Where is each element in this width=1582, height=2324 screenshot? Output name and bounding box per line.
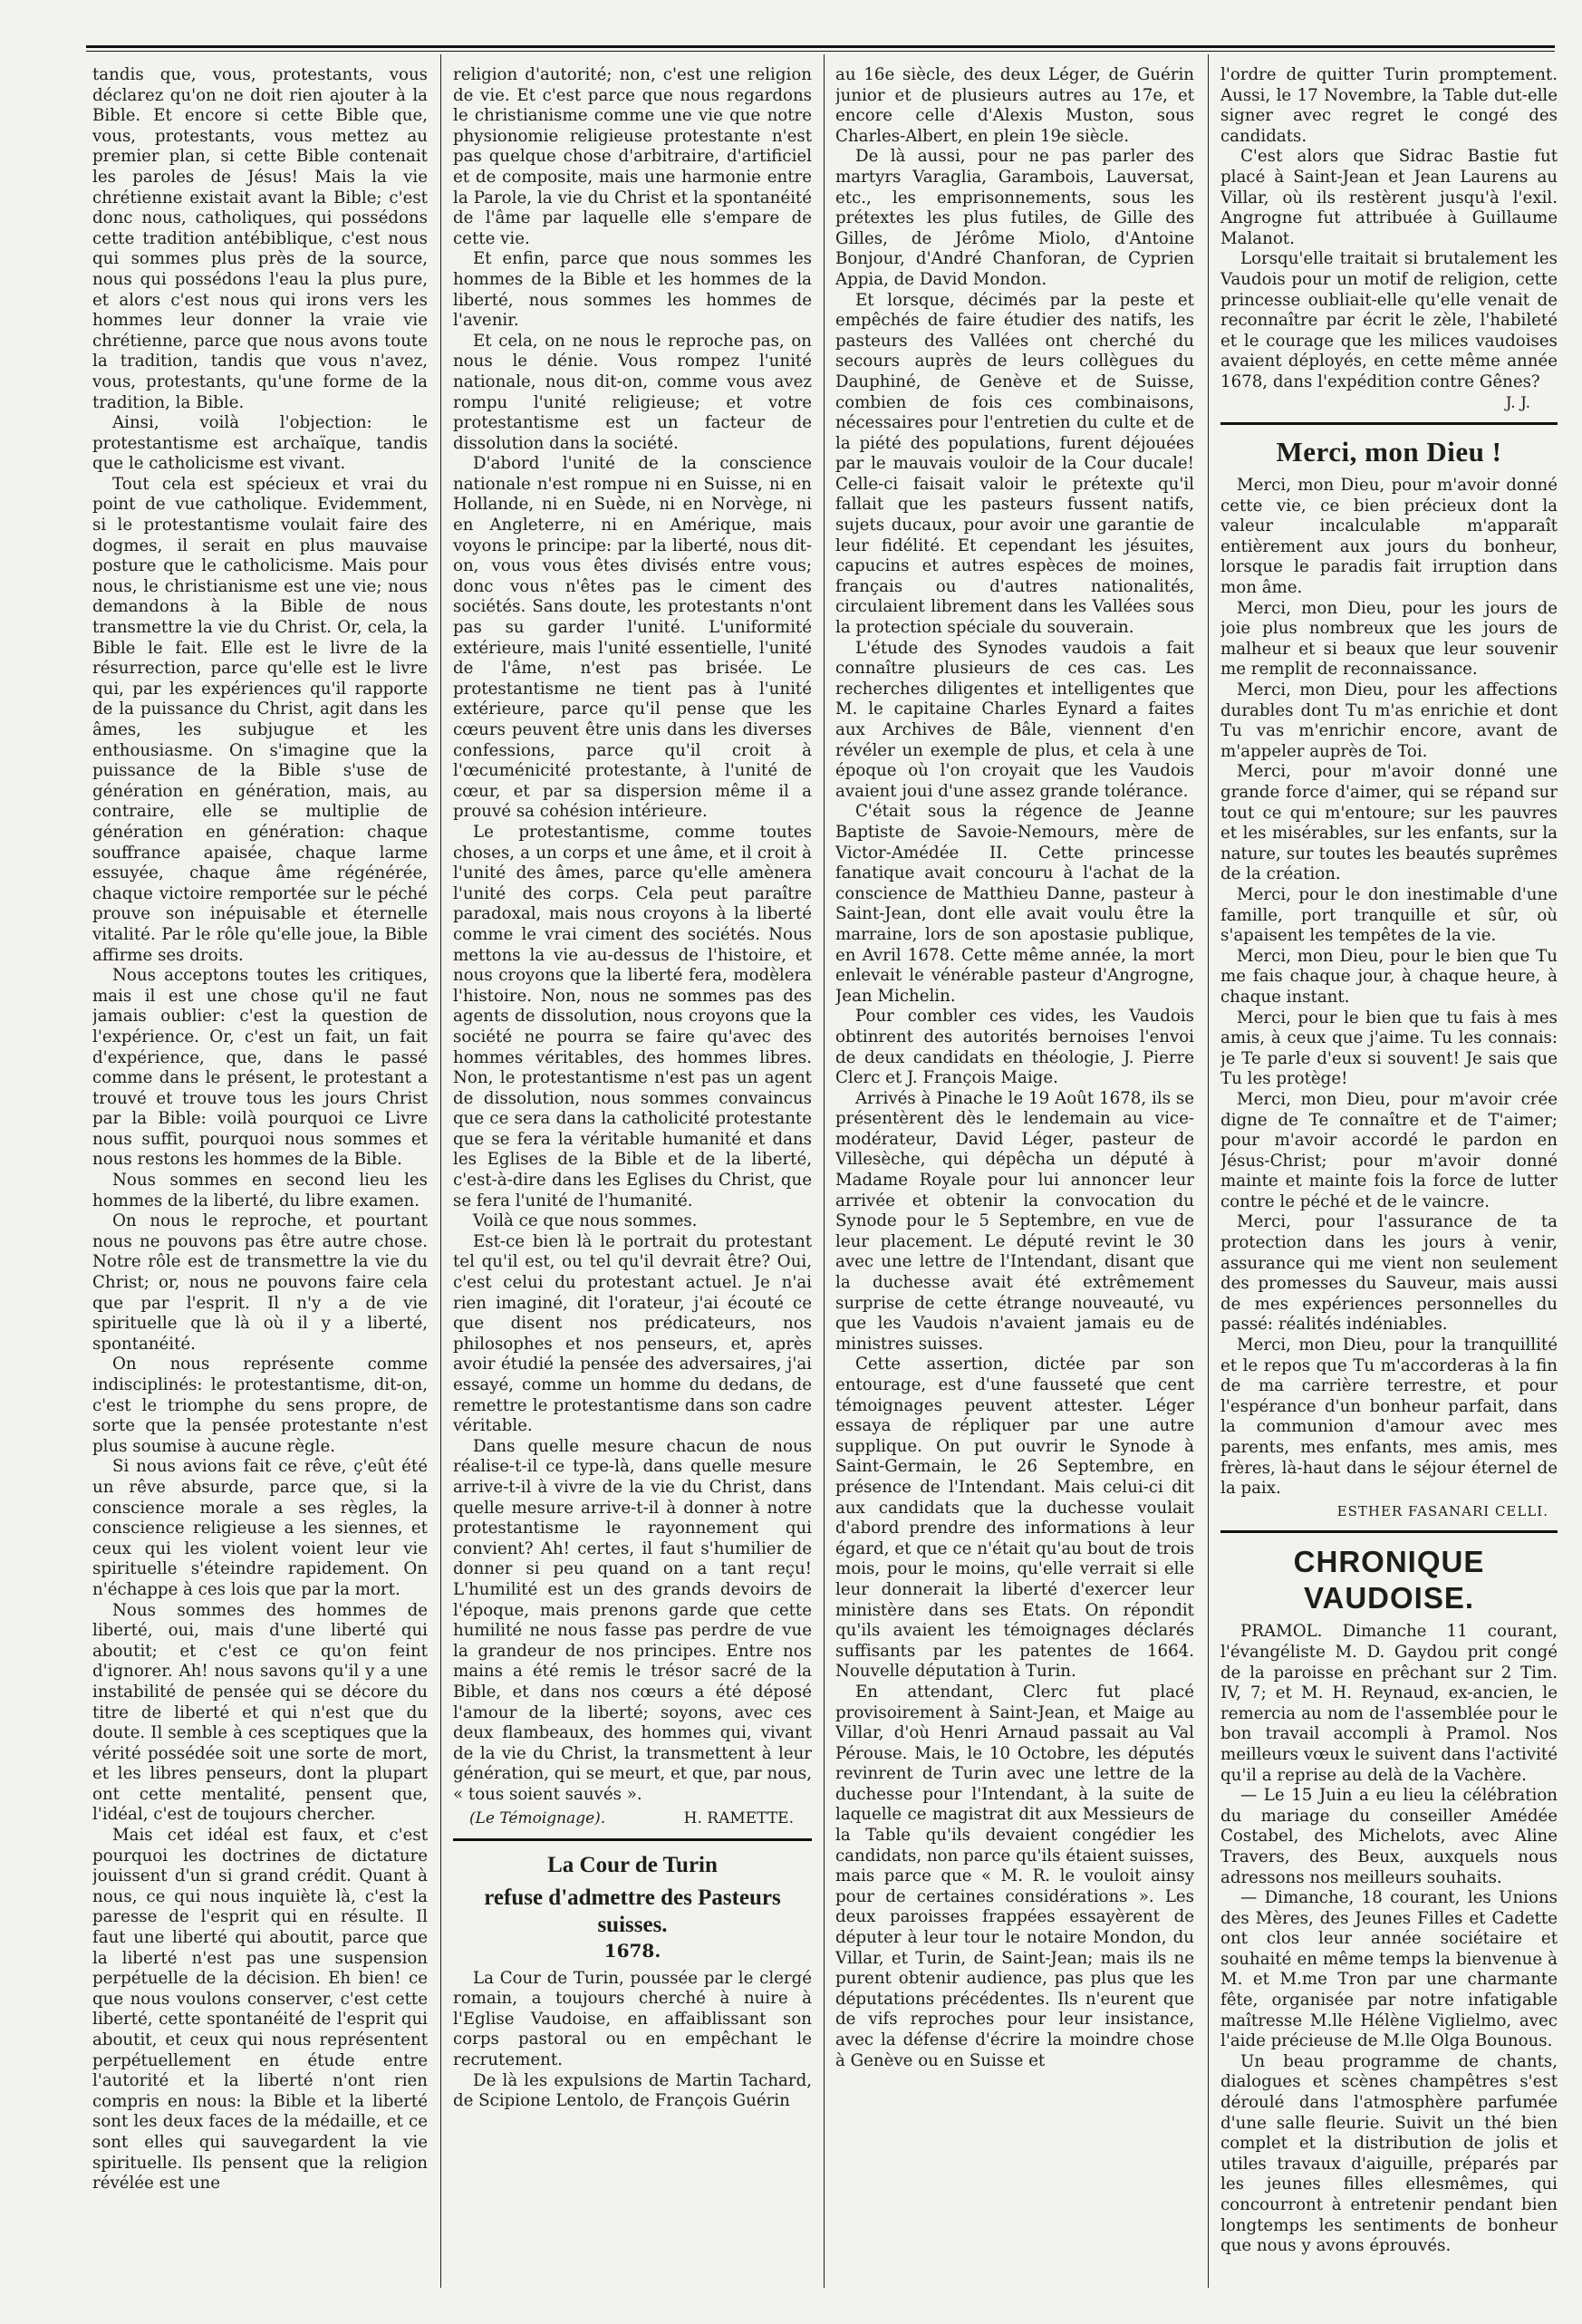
column-4 (1220, 65, 1558, 2288)
paragraph: Lorsqu'elle traitait si brutalement les Vaudois pour un motif de religion, cette princesse oubliait-elle qu'elle venait de reconnaître par écrit le zèle, l'habileté et le courage que les milices vaudoises avaient déployés, en cette même année 1678, dans l'expédition contre Gênes? (1220, 249, 1558, 391)
paragraph: Nous acceptons toutes les critiques, mais il est une chose qu'il ne faut jamais oublier: c'est la question de l'expérience. Or, c'est un fait, un fait d'expérience, que, dans le passé comme dans le présent, le protestant a trouvé et trouve tous les jours Christ par la Bible: voilà pourquoi ce Livre nous suffit, pourquoi nous sommes et nous restons les hommes de la Bible. (92, 966, 428, 1170)
paragraph: PRAMOL. Dimanche 11 courant, l'évangéliste M. D. Gaydou prit congé de la paroisse en prêchant sur 2 Tim. IV, 7; et M. H. Reynaud, ex-ancien, le remercia au nom de l'assemblée pour le bon travail accompli à Pramol. Nos meilleurs vœux le suivent dans l'activité qu'il a reprise au delà de la Vachère. (1220, 1622, 1558, 1785)
source-label: (Le Témoignage). (469, 1809, 606, 1828)
paragraph: Merci, pour le bien que tu fais à mes amis, à ceux que j'aime. Tu les connais: je Te parle d'eux si souvent! Je sais que Tu les protège! (1220, 1008, 1558, 1089)
paragraph: Tout cela est spécieux et vrai du point de vue catholique. Evidemment, si le protestantisme voulait faire des dogmes, il serait en plus mauvaise posture que le catholicisme. Mais pour nous, le christianisme est une vie; nous demandons à la Bible de nous transmettre la vie du Christ. Or, cela, la Bible le fait. Elle est le livre de la résurrection, parce qu'elle est le livre qui, par les expériences qu'il rapporte de la puissance du Christ, agit dans les âmes, les subjugue et les enthousiasme. On s'imagine que la puissance de la Bible s'use de génération en génération, mais, au contraire, elle se multiplie de génération en génération: chaque souffrance apaisée, chaque larme essuyée, chaque âme régénérée, chaque victoire remportée sur le péché prouve son inépuisable et éternelle vitalité. Par le rôle qu'elle joue, la Bible affirme ses droits. (92, 474, 428, 965)
article-separator (1220, 422, 1558, 425)
top-rule (86, 45, 1555, 48)
paragraph: tandis que, vous, protestants, vous déclarez qu'on ne doit rien ajouter à la Bible. Et encore si cette Bible que, vous, protestants, vous mettez au premier plan, si cette Bible contenait les paroles de Jésus! Mais la vie chrétienne existait avant la Bible; c'est donc nous, catholiques, qui possédons cette tradition antébiblique, c'est nous qui sommes plus près de la source, nous qui possédons l'eau la plus pure, et alors c'est nous qui irons vers les hommes leur donner la vraie vie chrétienne, parce que nous avons toute la tradition, tandis que vous n'avez, vous, protestants, qu'une forme de la tradition, la Bible. (92, 65, 428, 412)
column-2 (453, 65, 812, 2288)
paragraph: Merci, mon Dieu, pour le bien que Tu me fais chaque jour, à chaque heure, à chaque instant. (1220, 946, 1558, 1007)
paragraph: Merci, mon Dieu, pour m'avoir crée digne de Te connaître et de T'aimer; pour m'avoir accordé le pardon en Jésus-Christ; pour m'avoir donné mainte et mainte fois la force de lutter contre le péché et de le vaincre. (1220, 1089, 1558, 1211)
paragraph: C'est alors que Sidrac Bastie fut placé à Saint-Jean et Jean Laurens au Villar, où ils restèrent jusqu'à l'exil. Angrogne fut attribuée à Guillaume Malanot. (1220, 147, 1558, 248)
paragraph: On nous le reproche, et pourtant nous ne pouvons pas être autre chose. Notre rôle est de transmettre la vie du Christ; or, nous ne pouvons faire cela que par l'esprit. Il n'y a de vie spirituelle que là où il y a liberté, spontanéité. (92, 1211, 428, 1354)
paragraph: Le protestantisme, comme toutes choses, a un corps et une âme, et il croit à l'unité des âmes, parce qu'elle amènera l'unité des corps. Cela peut paraître paradoxal, mais nous croyons à la liberté comme le vrai ciment des sociétés. Nous mettons la vie au-dessus de l'histoire, et nous croyons que la liberté fera, modèlera l'histoire. Non, nous ne sommes pas des agents de dissolution, nous croyons que la société ne pourra se faire qu'avec des hommes véritables, des hommes libres. Non, le protestantisme n'est pas un agent de dissolution, nous sommes convaincus que ce sera dans la catholicité protestante que se fera la véritable humanité et dans les Eglises de la Bible et de la liberté, c'est-à-dire dans les Eglises du Christ, que se fera l'unité de l'humanité. (453, 822, 812, 1210)
paragraph: au 16e siècle, des deux Léger, de Guérin junior et de plusieurs autres au 17e, et encore celle d'Alexis Muston, sous Charles-Albert, en plein 19e siècle. (835, 65, 1194, 146)
article-separator (1220, 1530, 1558, 1533)
paragraph: Merci, mon Dieu, pour m'avoir donné cette vie, ce bien précieux dont la valeur incalculable m'apparaît entièrement aux jours du bonheur, lorsque le paradis fait irruption dans mon âme. (1220, 476, 1558, 598)
merci-author: ESTHER FASANARI CELLI. (1336, 1502, 1548, 1519)
paragraph: Voilà ce que nous sommes. (473, 1211, 698, 1231)
article-headline: La Cour de Turin (547, 1853, 718, 1878)
column-divider (1208, 54, 1209, 2288)
paragraph: Un beau programme de chants, dialogues et scènes champêtres s'est déroulé dans l'atmosphère parfumée d'une salle fleurie. Suivit un thé bien complet et la distribution de jolis et utiles travaux d'aiguille, préparés par les jeunes filles ellesmêmes, qui concourront à entretenir pendant bien longtemps les sentiments de bonheur que nous y avons éprouvés. (1220, 2051, 1558, 2256)
paragraph: Ainsi, voilà l'objection: le protestantisme est archaïque, tandis que le catholicisme est vivant. (92, 413, 428, 474)
paragraph: Et cela, on ne nous le reproche pas, on nous le dénie. Vous rompez l'unité nationale, nous dit-on, comme vous avez rompu l'unité religieuse; et votre protestantisme est un facteur de dissolution dans la société. (453, 331, 812, 453)
paragraph: — Dimanche, 18 courant, les Unions des Mères, des Jeunes Filles et Cadette ont clos leur année sociétaire et souhaité en même temps la bienvenue à M. et M.me Tron par une charmante fête, organisée par notre infatigable maîtresse M.lle Hélène Viglielmo, avec l'aide précieuse de M.lle Olga Bounous. (1220, 1888, 1558, 2051)
paragraph: Nous sommes des hommes de liberté, oui, mais d'une liberté qui aboutit; et c'est ce qu'on feint d'ignorer. Ah! nous savons qu'il y a une instabilité de pensée qui se décore du titre de liberté et qui n'est que du doute. Il semble à ces sceptiques que la vérité possédée soit une sorte de mort, et les libres penseurs, dont la plupart ont cette mentalité, pensent que, l'idéal, c'est de toujours chercher. (92, 1600, 428, 1825)
paragraph: Merci, pour le don inestimable d'une famille, port tranquille et sûr, où s'apaisent les tempêtes de la vie. (1220, 884, 1558, 946)
paragraph: Merci, pour m'avoir donné une grande force d'aimer, qui se répand sur tout ce qui m'entoure; sur les pauvres et les misérables, sur les enfants, sur la nature, sur toutes les beautés suprêmes de la création. (1220, 762, 1558, 884)
paragraph: C'était sous la régence de Jeanne Baptiste de Savoie-Nemours, mère de Victor-Amédée II. Cette princesse fanatique avait concouru à l'achat de la conscience de Matthieu Danne, pasteur à Saint-Jean, dont elle avait voulu être la marraine, lors de son apostasie publique, en Avril 1678. Cette même année, la mort enlevait le vénérable pasteur d'Angrogne, Jean Michelin. (835, 802, 1194, 1006)
paragraph: Dans quelle mesure chacun de nous réalise-t-il ce type-là, dans quelle mesure arrive-t-il à vivre de la vie du Christ, dans quelle mesure arrive-t-il à donner à notre protestantisme le rayonnement qui convient? Ah! certes, il faut s'humilier de donner si peu quand on a tant reçu! L'humilité est un des grands devoirs de l'époque, mais prenons garde que cette humilité ne nous fasse pas perdre de vue la grandeur de nos principes. Entre nos mains a été remis le trésor sacré de la Bible, et dans nos cœurs a été déposé l'amour de la liberté; soyons, avec ces deux flambeaux, des hommes qui, vivant de la vie du Christ, la transmettent à leur génération, qui se meurt, et que, par nous, « tous soient sauvés ». (453, 1436, 812, 1804)
article-subheadline: refuse d'admettre des Pasteurs suisses. (484, 1885, 781, 1938)
paragraph: Merci, mon Dieu, pour les jours de joie plus nombreux que les jours de malheur et si beaux que leur souvenir me remplit de reconnaissance. (1220, 598, 1558, 680)
column-1 (92, 65, 428, 2288)
paragraph: L'étude des Synodes vaudois a fait connaître plusieurs de ces cas. Les recherches diligentes et intelligentes que M. le capitaine Charles Eynard a faites aux Archives de Bâle, viennent d'en révéler un exemple de plus, et cela à une époque où l'on croyait que les Vaudois avaient joui d'une assez grande tolérance. (835, 638, 1194, 801)
paragraph: Merci, mon Dieu, pour les affections durables dont Tu m'as enrichie et dont Tu vas m'enrichir encore, avant de m'appeler auprès de Toi. (1220, 680, 1558, 761)
column-divider (824, 54, 825, 2288)
paragraph: D'abord l'unité de la conscience nationale n'est rompue ni en Suisse, ni en Hollande, ni en Suède, ni en Norvège, ni en Angleterre, ni en Amérique, mais voyons le principe: par la liberté, nous dit-on, vous vous êtes divisés entre vous; donc vous n'êtes pas le ciment des sociétés. Sans doute, les protestants n'ont pas su garder l'unité. L'uniformité extérieure, mais l'unité essentielle, l'unité de l'âme, n'est pas brisée. Le protestantisme ne tient pas à l'unité extérieure, parce qu'il pense que les cœurs peuvent être unis dans les diverses confessions, parce qu'il croit à l'œcuménicité protestante, à l'unité de cœur, et par sa dispersion même il a prouvé sa cohésion intérieure. (453, 454, 812, 822)
paragraph: Arrivés à Pinache le 19 Août 1678, ils se présentèrent dès le lendemain au vice-modérateur, David Léger, pasteur de Villesèche, qui dépêcha un député à Madame Royale pour lui annoncer leur arrivée et obtenir la convocation du Synode pour le 5 Septembre, en vue de leur placement. Le député revint le 30 avec une lettre de l'Intendant, disant que la duchesse avait été extrêmement surprise de cette étrange nouveauté, vu que les Vaudois n'avaient jamais eu de ministres suisses. (835, 1088, 1194, 1354)
column-divider (440, 54, 441, 2288)
paragraph: Si nous avions fait ce rêve, ç'eût été un rêve absurde, parce que, si la conscience morale a ses règles, la conscience religieuse a les siennes, et ceux qui les violent voient leur vie spirituelle s'éteindre rapidement. On n'échappe à ces lois que par la mort. (92, 1457, 428, 1599)
paragraph: — Le 15 Juin a eu lieu la célébration du mariage du conseiller Amédée Costabel, des Michelots, avec Aline Travers, des Beux, auxquels nous adressons nos meilleurs souhaits. (1220, 1786, 1558, 1887)
paragraph: Mais cet idéal est faux, et c'est pourquoi les doctrines de dictature jouissent d'un si grand crédit. Quant à nous, ce qui nous inquiète là, c'est la paresse de l'esprit qui en résulte. Il faut une liberté qui aboutit, parce que la liberté n'est pas une suspension perpétuelle de la décision. Eh bien! ce que nous voulons conserver, c'est cette liberté, cette spontanéité de l'esprit qui aboutit, et ceux qui nous représentent perpétuellement en étude entre l'autorité et la liberté n'ont rien compris en nous: la Bible et la liberté sont les deux faces de la médaille, et ce sont elles qui sauvegardent la vie spirituelle. Ils pensent que la religion révélée est une (92, 1826, 428, 2194)
paragraph: La Cour de Turin, poussée par le clergé romain, a toujours cherché à nuire à l'Eglise Vaudoise, en affaiblissant son corps pastoral ou en empêchant le recrutement. (453, 1968, 812, 2070)
author-label: H. RAMETTE. (683, 1809, 794, 1828)
paragraph: Merci, mon Dieu, pour la tranquillité et le repos que Tu m'accorderas à la fin de ma carrière terrestre, et pour l'espérance d'un bonheur parfait, dans la communion d'amour avec mes parents, mes enfants, mes amis, mes frères, là-haut dans le séjour éternel de la paix. (1220, 1336, 1558, 1499)
paragraph: Cette assertion, dictée par son entourage, est d'une fausseté que cent témoignages peuvent attester. Léger essaya de répliquer par une autre supplique. On put ouvrir le Synode à Saint-Germain, le 26 Septembre, en présence de l'Intendant. Mais celui-ci dit aux candidats que la duchesse voulait d'abord prendre des informations à leur égard, et que ce n'était qu'au bout de trois mois, pour le moins, qu'elle verrait si elle leur donnerait la liberté d'exercer leur ministère dans ses Etats. On répondit qu'ils avaient les témoignages déclarés suffisants par les patentes de 1664. Nouvelle députation à Turin. (835, 1355, 1194, 1682)
article-signature: J. J. (1505, 393, 1530, 412)
paragraph: On nous représente comme indisciplinés: le protestantisme, dit-on, c'est le triomphe du sens propre, de sorte que la pensée protestante n'est plus soumise à aucune règle. (92, 1355, 428, 1456)
paragraph: De là aussi, pour ne pas parler des martyrs Varaglia, Garambois, Lauversat, etc., les emprisonnements, sous les prétextes les plus futiles, de Gille des Gilles, de Jérôme Miolo, d'Antoine Bonjour, d'André Chanforan, de Cyprien Appia, de David Mondon. (835, 147, 1194, 289)
column-3 (835, 65, 1194, 2288)
paragraph: En attendant, Clerc fut placé provisoirement à Saint-Jean, et Maige au Villar, d'où Henri Arnaud passait au Val Pérouse. Mais, le 10 Octobre, les députés revinrent de Turin avec une lettre de la duchesse pour l'Intendant, à la suite de laquelle ce magistrat dit aux Messieurs de la Table qu'ils devaient congédier les candidats, non parce qu'ils étaient suisses, mais parce que « M. R. le vouloit ainsy pour de certaines considérations ». Les deux paroisses frappées essayèrent de députer à leur tour le notaire Mondon, du Villar, et Turin, de Saint-Jean; mais ils ne purent obtenir audience, pas plus que les députations précédentes. Ils n'eurent que de vifs reproches pour leur insistance, avec la défense d'écrire la moindre chose à Genève ou en Suisse et (835, 1682, 1194, 2070)
top-rule-thin (86, 51, 1555, 52)
paragraph: De là les expulsions de Martin Tachard, de Scipione Lentolo, de François Guérin (453, 2070, 812, 2111)
paragraph: Et lorsque, décimés par la peste et empêchés de faire étudier des natifs, les pasteurs des Vallées ont cherché du secours auprès de leurs collègues du Dauphiné, de Genève et de Suisse, combien de fois ces combinaisons, nécessaires pour l'entretien du culte et de la piété des populations, furent déjouées par le mauvais vouloir de la Cour ducale! Celle-ci faisait valoir le prétexte qu'il fallait que les pasteurs fussent natifs, sujets ducaux, pour avoir une garantie de leur fidélité. Et cependant les jésuites, capucins et autres espèces de moines, français ou d'autres nationalités, circulaient librement dans les Vallées sous la protection spéciale du souverain. (835, 290, 1194, 638)
article-year: 1678. (603, 1940, 661, 1962)
paragraph: Merci, pour l'assurance de ta protection dans les jours à venir, assurance qui me vient non seulement des promesses du Sauveur, mais aussi de mes expériences personnelles du passé: réalités indéniables. (1220, 1212, 1558, 1335)
paragraph: Et enfin, parce que nous sommes les hommes de la Bible et les hommes de la liberté, nous sommes les hommes de l'avenir. (453, 249, 812, 331)
merci-title: Merci, mon Dieu ! (1276, 436, 1502, 468)
paragraph: Est-ce bien là le portrait du protestant tel qu'il est, ou tel qu'il devrait être? Oui, c'est celui du protestant actuel. Je n'ai rien imaginé, dit l'orateur, j'ai écouté ce que disent nos prédicateurs, nos philosophes et nos penseurs, et, après avoir étudié la pensée des adversaires, j'ai essayé, comme un homme du dedans, de remettre le protestantisme dans son cadre véritable. (453, 1231, 812, 1436)
paragraph: religion d'autorité; non, c'est une religion de vie. Et c'est parce que nous regardons le christianisme comme une vie que notre physionomie religieuse protestante n'est pas quelque chose d'arbitraire, d'artificiel et de composite, mais une harmonie entre la Parole, la vie du Christ et la spontanéité de l'âme par laquelle elle s'empare de cette vie. (453, 65, 812, 248)
paragraph: Pour combler ces vides, les Vaudois obtinrent des autorités bernoises l'envoi de deux candidats en théologie, J. Pierre Clerc et J. François Maige. (835, 1007, 1194, 1088)
paragraph: l'ordre de quitter Turin promptement. Aussi, le 17 Novembre, la Table dut-elle signer avec regret le congé des candidats. (1220, 65, 1558, 146)
paragraph: Nous sommes en second lieu les hommes de la liberté, du libre examen. (92, 1171, 428, 1210)
article-signature (453, 1805, 812, 1829)
chronique-title: CHRONIQUE VAUDOISE. (1293, 1545, 1485, 1615)
article-separator (453, 1838, 812, 1841)
